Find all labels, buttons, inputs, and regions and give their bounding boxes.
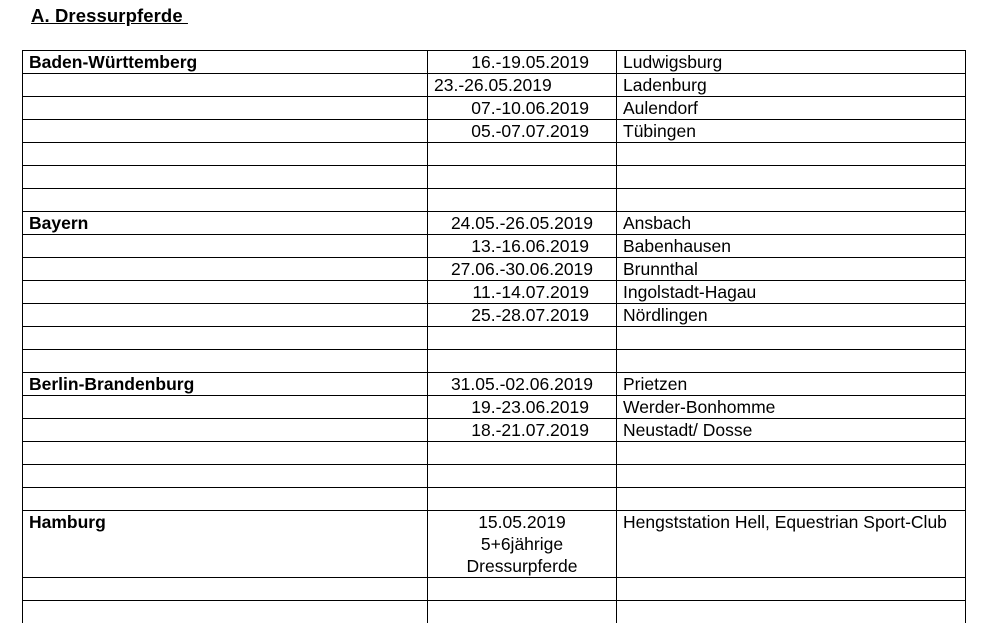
empty-row [23,189,966,212]
event-date: 19.-23.06.2019 [428,396,617,419]
empty-cell [23,120,428,143]
table-row [23,396,966,419]
event-date: 05.-07.07.2019 [428,120,617,143]
event-location: Babenhausen [617,235,966,258]
event-location: Ansbach [617,212,966,235]
event-date: 23.-26.05.2019 [428,74,617,97]
state-name: Bayern [23,212,428,235]
empty-row [23,143,966,166]
table-row [23,97,966,120]
empty-cell [23,304,428,327]
event-age-note: 5+6jährige [480,534,564,554]
event-date: 25.-28.07.2019 [428,304,617,327]
empty-cell [23,74,428,97]
empty-cell [23,281,428,304]
empty-cell [23,258,428,281]
event-location: Prietzen [617,373,966,396]
table-row [23,304,966,327]
event-location: Werder-Bonhomme [617,396,966,419]
empty-row [23,488,966,511]
empty-cell [23,235,428,258]
table-row [23,120,966,143]
event-date: 13.-16.06.2019 [428,235,617,258]
empty-row [23,166,966,189]
table-row [23,281,966,304]
empty-row [23,350,966,373]
table-row [23,74,966,97]
event-location: Ingolstadt-Hagau [617,281,966,304]
table-row [23,511,966,578]
table-row [23,419,966,442]
state-name: Baden-Württemberg [23,51,428,74]
empty-row [23,578,966,601]
event-date: 07.-10.06.2019 [428,97,617,120]
event-location: Ladenburg [617,74,966,97]
event-category-note: Dressurpferde [466,556,578,576]
empty-row [23,601,966,624]
empty-cell [23,97,428,120]
state-name: Berlin-Brandenburg [23,373,428,396]
event-location: Ludwigsburg [617,51,966,74]
event-date: 11.-14.07.2019 [428,281,617,304]
state-name: Hamburg [23,511,428,578]
empty-cell [23,419,428,442]
event-location: Tübingen [617,120,966,143]
event-location: Neustadt/ Dosse [617,419,966,442]
table-row [23,258,966,281]
empty-cell [23,396,428,419]
table-row [23,373,966,396]
event-location: Hengststation Hell, Equestrian Sport-Club [617,511,966,578]
empty-row [23,327,966,350]
event-location: Brunnthal [617,258,966,281]
event-date-multiline [428,511,617,578]
table-row [23,235,966,258]
empty-row [23,442,966,465]
event-date: 18.-21.07.2019 [428,419,617,442]
section-heading: A. Dressurpferde [31,5,188,26]
event-date: 16.-19.05.2019 [428,51,617,74]
event-date: 24.05.-26.05.2019 [428,212,617,235]
event-date: 31.05.-02.06.2019 [428,373,617,396]
event-location: Nördlingen [617,304,966,327]
event-date: 27.06.-30.06.2019 [428,258,617,281]
event-location: Aulendorf [617,97,966,120]
table-row [23,51,966,74]
empty-row [23,465,966,488]
event-date: 15.05.2019 [478,512,566,532]
events-table [22,50,966,623]
table-row [23,212,966,235]
